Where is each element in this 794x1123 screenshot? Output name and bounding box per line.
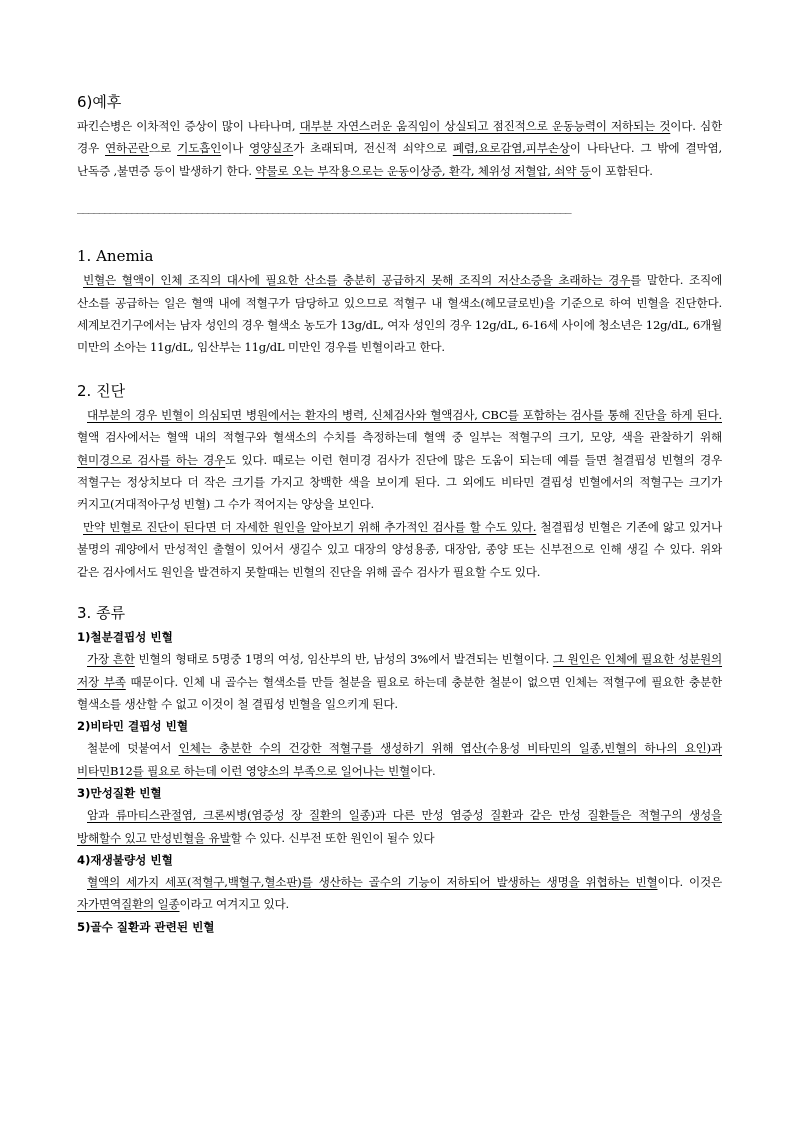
prognosis-underline-3: 기도흡인 xyxy=(177,141,222,156)
iron-text-1: 빈혈의 형태로 5명중 1명의 여성, 임산부의 반, 남성의 3%에서 발견되는 빈혈이다. xyxy=(134,652,553,667)
iron-deficiency-paragraph xyxy=(77,648,722,715)
prognosis-text-6: 이 나타난다. 그 밖에 결막염, 난독증 ,불면증 등이 발생하기 한다. xyxy=(77,141,722,178)
iron-underline-2: 그 원인은 인체에 필요한 성분원의 저장 부족 xyxy=(77,652,723,689)
bone-marrow-anemia-heading: 5)골수 질환과 관련된 빈혈 xyxy=(77,919,215,934)
prognosis-text-3: 으로 xyxy=(149,141,178,156)
vitamin-text-2: 이다. xyxy=(410,763,436,778)
iron-deficiency-heading: 1)철분결핍성 빈혈 xyxy=(77,630,173,645)
diagnosis-text-2: 도 있다. 때로는 이런 현미경 검사가 진단에 많은 도움이 되는데 예를 들면 철결핍성 빈혈의 경우 적혈구는 정상치보다 더 작은 크기를 가지고 창백한 색을 보이게 된다. 그 외에도 비타민 결핍성 빈혈에서의 적혈구는 크기가 커지고(거대적아구성 빈혈) 그 수가 적어지는 양상을 보인다. xyxy=(77,452,722,512)
diagnosis-section xyxy=(77,381,722,583)
diagnosis-text-3: 철결핍성 빈혈은 기존에 앓고 있거나 불명의 궤양에서 만성적인 출혈이 있어서 생길수 있고 대장의 양성용종, 대장암, 종양 또는 신부전으로 인해 생길 수 있다. 위와 같은 검사에서도 원인을 발견하지 못할때는 빈혈의 진단을 위해 골수 검사가 필요할 수도 있다. xyxy=(77,519,722,579)
chronic-text-1: 할 수 있다. 신부전 또한 원인이 될수 있다 xyxy=(230,830,435,845)
chronic-underline-1: 암과 류마티스관절염, 크론씨병(염증성 장 질환의 일종)과 다른 만성 염증성 질환과 같은 만성 질환들은 적혈구의 생성을 방해할수 있고 만성빈혈을 유발 xyxy=(77,808,722,845)
vitamin-text-1: 철분에 덧붙여서 xyxy=(87,741,179,756)
anemia-paragraph xyxy=(77,269,722,359)
anemia-underline-1: 빈혈은 혈액이 인체 조직의 대사에 필요한 산소를 충분히 공급하지 못해 조직의 저산소증을 초래하는 경우 xyxy=(83,273,631,288)
prognosis-title: 6)예후 xyxy=(77,93,122,111)
diagnosis-underline-3: 만약 빈혈로 진단이 된다면 더 자세한 원인을 알아보기 위해 추가적인 검사를 할 수도 있다. xyxy=(83,519,537,534)
aplastic-anemia-heading: 4)재생불량성 빈혈 xyxy=(77,852,173,867)
prognosis-paragraph xyxy=(77,115,722,182)
prognosis-text-7: 이 포함된다. xyxy=(590,163,653,178)
diagnosis-text-1: 혈액 검사에서는 혈액 내의 적혈구와 혈색소의 수치를 측정하는데 혈액 중 일부는 적혈구의 크기, 모양, 색을 관찰하기 위해 xyxy=(77,430,722,445)
prognosis-underline-2: 연하곤란 xyxy=(105,141,150,156)
document-page xyxy=(77,92,722,938)
diagnosis-paragraph-2 xyxy=(77,516,722,583)
diagnosis-underline-2: 현미경으로 검사를 하는 경우 xyxy=(77,452,226,467)
chronic-disease-paragraph xyxy=(77,804,722,849)
vitamin-underline-1: 인체는 충분한 수의 건강한 적혈구를 생성하기 위해 엽산(수용성 비타민의 일종,빈혈의 하나의 요인)과 비타민B12를 필요로 하는데 이런 영양소의 부족으로 일어나는 빈혈 xyxy=(77,741,722,778)
diagnosis-title: 2. 진단 xyxy=(77,381,126,400)
types-section xyxy=(77,603,722,938)
iron-text-2: 때문이다. 인체 내 골수는 혈색소를 만들 철분을 필요로 하는데 충분한 철분이 없으면 인체는 적혈구에 필요한 충분한 혈색소를 생산할 수 없고 이것이 철 결핍성 빈혈을 일으키게 된다. xyxy=(77,674,723,711)
prognosis-underline-6: 약물로 오는 부작용으로는 운동이상증, 환각, 체위성 저혈압, 쇠약 등 xyxy=(255,163,591,178)
prognosis-text-5: 가 초래되며, 전신적 쇠약으로 xyxy=(293,141,453,156)
prognosis-text-2: 이다. 심한 경우 xyxy=(77,119,722,156)
aplastic-text-1: 이다. 이것은 xyxy=(657,874,722,889)
types-title: 3. 종류 xyxy=(77,604,126,623)
anemia-text-1: 를 말한다. 조직에 산소를 공급하는 일은 혈액 내에 적혈구가 담당하고 있으므로 적혈구 내 혈색소(헤모글로빈)을 기준으로 하여 빈혈을 진단한다. 세계보건기구에서는 남자 성인의 경우 혈색소 농도가 13g/dL, 여자 성인의 경우 12g/dL, 6-16세 사이에 청소년은 12g/dL, 6개월 미만의 소아는 11g/dL, 임산부는 11g/dL 미만인 경우를 빈혈이라고 한다. xyxy=(77,273,722,355)
aplastic-anemia-paragraph xyxy=(77,871,722,916)
anemia-section xyxy=(77,246,722,359)
prognosis-underline-1: 대부분 자연스러운 움직임이 상실되고 점진적으로 운동능력이 저하되는 것 xyxy=(299,119,671,133)
iron-underline-1: 가장 흔한 xyxy=(87,652,135,667)
diagnosis-paragraph-1 xyxy=(77,404,722,516)
section-divider: ___________________________________________________________________________________________ xyxy=(77,202,571,215)
prognosis-underline-5: 폐렴,요로감염,피부손상 xyxy=(452,141,570,156)
prognosis-section xyxy=(77,92,722,182)
diagnosis-underline-1: 대부분의 경우 빈혈이 의심되면 병원에서는 환자의 병력, 신체검사와 혈액검사, CBC를 포함하는 검사를 통해 진단을 하게 된다. xyxy=(87,407,722,422)
prognosis-underline-4: 영양실조 xyxy=(249,141,294,156)
chronic-disease-heading: 3)만성질환 빈혈 xyxy=(77,786,162,801)
prognosis-text-4: 이나 xyxy=(221,141,250,156)
aplastic-underline-1: 혈액의 세가지 세포(적혈구,백혈구,혈소판)를 생산하는 골수의 기능이 저하되어 발생하는 생명을 위협하는 빈혈 xyxy=(87,874,658,889)
anemia-title: 1. Anemia xyxy=(77,247,154,266)
aplastic-underline-2: 자가면역질환의 일종 xyxy=(77,897,180,912)
prognosis-text-1: 파킨슨병은 이차적인 증상이 많이 나타나며, xyxy=(77,119,300,133)
aplastic-text-2: 이라고 여겨지고 있다. xyxy=(179,897,289,912)
vitamin-deficiency-heading: 2)비타민 결핍성 빈혈 xyxy=(77,719,189,734)
vitamin-deficiency-paragraph xyxy=(77,737,722,782)
